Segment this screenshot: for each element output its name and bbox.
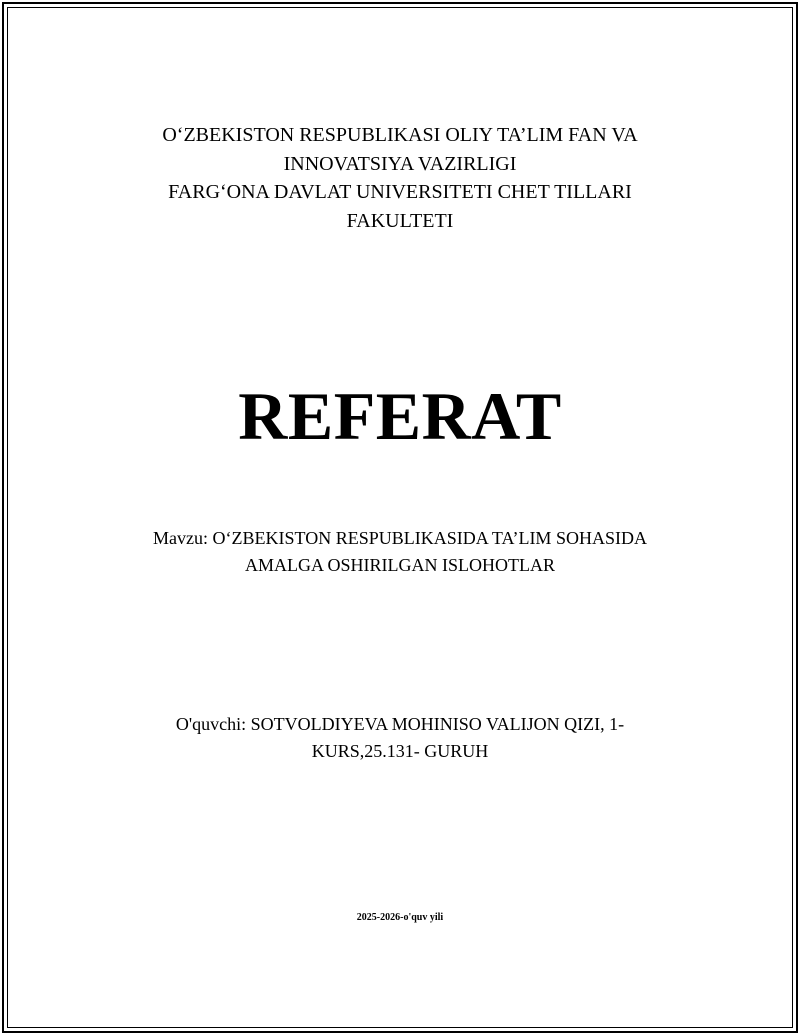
document-title: REFERAT — [238, 378, 562, 454]
student-info — [0, 711, 800, 765]
student-line: KURS,25.131- GURUH — [311, 741, 489, 761]
topic-line: Mavzu: O‘ZBEKISTON RESPUBLIKASIDA TA’LIM SOHASIDA — [153, 528, 647, 548]
header-line: FAKULTETI — [346, 209, 454, 232]
header-line: INNOVATSIYA VAZIRLIGI — [283, 152, 517, 175]
ministry-university-header — [0, 121, 800, 235]
header-line: O‘ZBEKISTON RESPUBLIKASI OLIY TA’LIM FAN VA — [162, 124, 638, 146]
topic-text — [0, 525, 800, 579]
header-line: FARG‘ONA DAVLAT UNIVERSITETI CHET TILLARI — [168, 181, 632, 203]
academic-year: 2025-2026-o'quv yili — [356, 912, 444, 923]
student-line: O'quvchi: SOTVOLDIYEVA MOHINISO VALIJON QIZI, 1- — [175, 714, 625, 734]
topic-line: AMALGA OSHIRILGAN ISLOHOTLAR — [245, 555, 555, 575]
